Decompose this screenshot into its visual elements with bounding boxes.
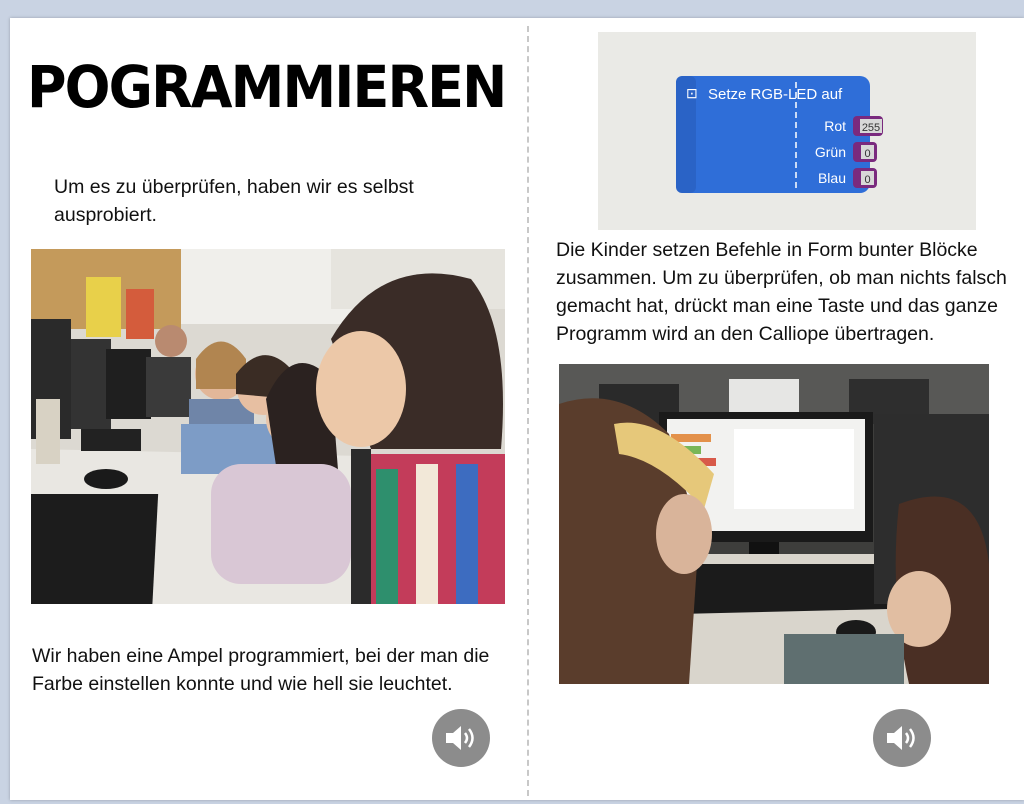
book-spread: [10, 18, 1024, 800]
page-divider: [527, 26, 529, 796]
block-row-label: Blau: [817, 170, 846, 186]
block-row-value: 255: [861, 122, 881, 134]
block-row-value: 0: [864, 148, 871, 160]
speaker-icon: [444, 723, 478, 753]
block-row-value: 0: [864, 174, 871, 186]
classroom-photo: [31, 249, 505, 604]
intro-text: Um es zu überprüfen, haben wir es selbst ausprobiert.: [54, 176, 414, 226]
speaker-icon: [885, 723, 919, 753]
computer-photo: [559, 364, 989, 684]
block-header: Setze RGB-LED auf: [708, 86, 843, 103]
audio-button-right[interactable]: [873, 709, 931, 767]
code-block-photo: [598, 32, 976, 230]
page-title: POGRAMMIEREN: [27, 53, 506, 121]
audio-button-left[interactable]: [432, 709, 490, 767]
block-row-label: Grün: [814, 144, 846, 160]
caption-left: Wir haben eine Ampel programmiert, bei der man die Farbe einstellen konnte und wie hell sie leuchtet.: [32, 645, 490, 695]
caption-right: Die Kinder setzen Befehle in Form bunter Blöcke zusammen. Um zu überprüfen, ob man nichts falsch gemacht hat, drückt man eine Taste und das ganze Programm wird an den Calliope übertragen.: [556, 239, 1007, 345]
block-box-icon: ⊡: [686, 85, 698, 101]
block-row-label: Rot: [824, 118, 846, 134]
